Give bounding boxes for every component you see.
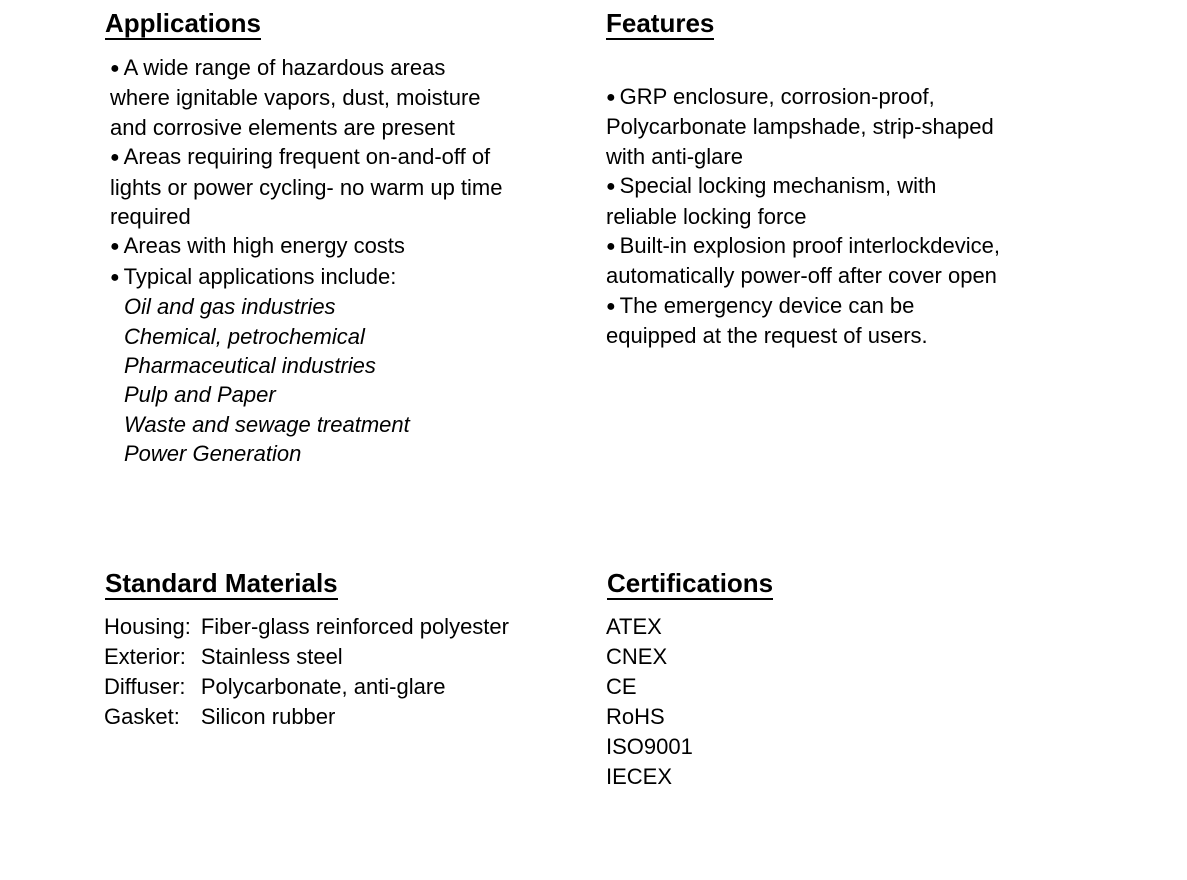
bullet-line: GRP enclosure, corrosion-proof, — [619, 84, 935, 109]
material-value: Polycarbonate, anti-glare — [200, 674, 446, 699]
bullet-line: Areas requiring frequent on-and-off of — [123, 144, 491, 170]
materials-table — [104, 612, 509, 732]
bullet-line: lights or power cycling- no warm up time — [110, 174, 503, 200]
material-label: Exterior: — [104, 644, 186, 669]
table-row — [104, 702, 509, 732]
features-heading: Features — [606, 8, 715, 38]
bullet-line: required — [110, 204, 191, 230]
applications-body — [105, 53, 565, 469]
bullet-line: automatically power-off after cover open — [606, 263, 997, 289]
list-item: ATEX — [606, 614, 662, 639]
bullet-line: Built-in explosion proof interlockdevice, — [619, 233, 1000, 259]
table-row — [104, 612, 509, 642]
list-item: CNEX — [606, 644, 668, 669]
certifications-list — [606, 612, 907, 792]
bullet-line: reliable locking force — [606, 203, 807, 229]
material-value: Stainless steel — [200, 644, 343, 669]
bullet-line: Polycarbonate lampshade, strip-shaped — [606, 114, 994, 140]
certifications-heading: Certifications — [607, 568, 774, 598]
bullet-dot-icon: ● — [606, 297, 616, 315]
bullet-line: The emergency device can be — [619, 292, 915, 318]
applications-bullet — [110, 142, 565, 231]
materials-section — [105, 568, 575, 732]
typical-application-item: Oil and gas industries — [124, 294, 336, 320]
bullet-line: with anti-glare — [606, 143, 743, 169]
bullet-dot-icon: ● — [606, 238, 616, 256]
applications-bullet — [110, 231, 565, 261]
table-row — [104, 672, 509, 702]
material-label: Gasket: — [104, 704, 180, 729]
applications-bullet — [110, 53, 565, 142]
bullet-line: Special locking mechanism, with — [619, 173, 937, 199]
bullet-line: Typical applications include: — [123, 263, 397, 289]
bullet-dot-icon: ● — [110, 268, 120, 286]
typical-application-item: Pharmaceutical industries — [124, 353, 376, 379]
bullet-line: equipped at the request of users. — [606, 323, 928, 349]
list-item: RoHS — [606, 704, 665, 729]
material-label: Diffuser: — [104, 674, 186, 699]
applications-bullet — [110, 262, 565, 292]
features-bullet — [606, 82, 1076, 171]
materials-heading: Standard Materials — [105, 568, 338, 598]
features-bullet — [606, 291, 1076, 351]
bullet-dot-icon: ● — [110, 238, 120, 256]
list-item: ISO9001 — [606, 734, 693, 759]
material-value: Fiber-glass reinforced polyester — [200, 614, 509, 639]
features-bullet — [606, 231, 1076, 291]
bullet-dot-icon: ● — [606, 89, 616, 106]
material-value: Silicon rubber — [200, 704, 336, 729]
bullet-line: and corrosive elements are present — [110, 114, 455, 140]
bullet-line: A wide range of hazardous areas — [123, 55, 446, 80]
certifications-section — [607, 568, 907, 792]
features-section — [606, 8, 1076, 351]
typical-application-item: Waste and sewage treatment — [124, 411, 410, 437]
list-item: CE — [606, 674, 637, 699]
applications-heading: Applications — [105, 8, 262, 38]
bullet-dot-icon: ● — [110, 60, 120, 77]
bullet-dot-icon: ● — [606, 178, 616, 196]
bullet-line: Areas with high energy costs — [123, 233, 405, 259]
features-body — [606, 82, 1076, 351]
typical-application-item: Chemical, petrochemical — [124, 323, 365, 349]
typical-application-item: Power Generation — [124, 441, 302, 467]
typical-application-item: Pulp and Paper — [124, 382, 276, 408]
table-row — [104, 642, 509, 672]
features-bullet — [606, 171, 1076, 231]
bullet-line: where ignitable vapors, dust, moisture — [110, 85, 481, 111]
list-item: IECEX — [606, 764, 673, 789]
bullet-dot-icon: ● — [110, 149, 120, 167]
material-label: Housing: — [104, 614, 191, 639]
applications-section — [105, 8, 565, 469]
